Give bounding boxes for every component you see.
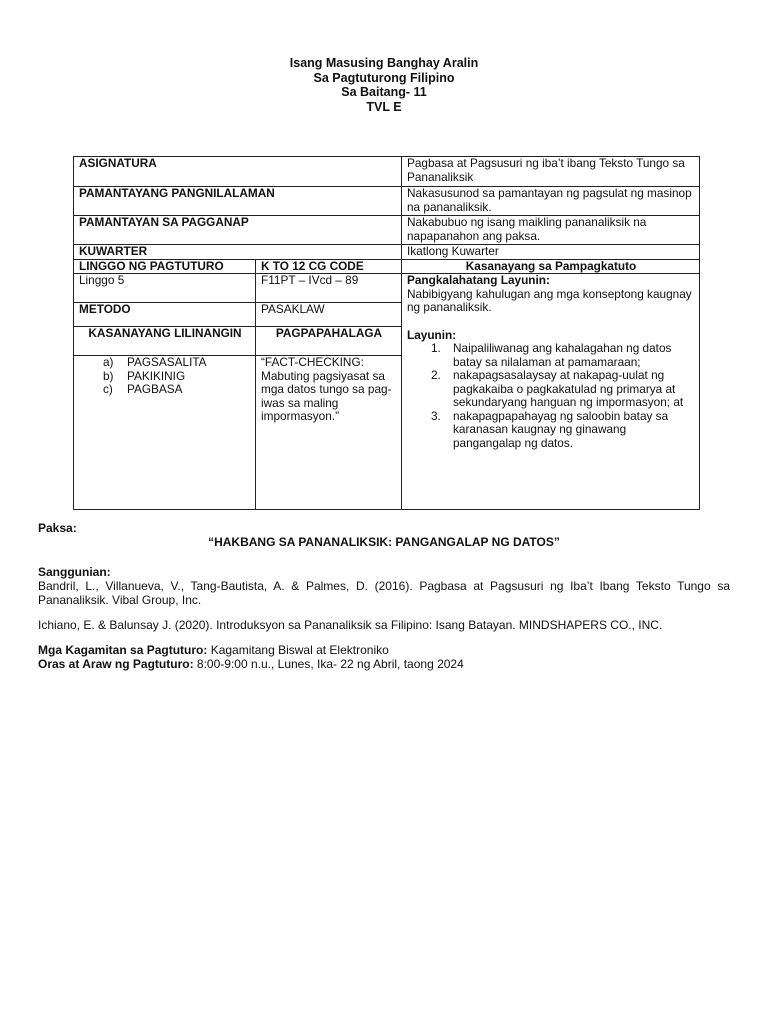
- paksa-section: [38, 521, 730, 549]
- title-line-3: Sa Baitang- 11: [341, 85, 427, 99]
- pangkalahatang-layunin-value: Nabibigyang kahulugan ang mga konseptong kaugnay ng pananaliksik.: [407, 286, 692, 314]
- list-item: 2. nakapagsasalaysay at nakapag-uulat ng pagkakaiba o pagkakatulad ng primarya at sekundaryang hanguan ng impormasyon; at: [431, 368, 684, 409]
- row-linggo-header: [74, 259, 700, 274]
- document-header: [0, 56, 768, 114]
- pangnilalaman-value: Nakasusunod sa pamantayan ng pagsulat ng masinop na pananaliksik.: [402, 187, 700, 216]
- oras-value: 8:00-9:00 n.u., Lunes, Ika- 22 ng Abril, taong 2024: [196, 657, 464, 671]
- kuwarter-label: KUWARTER: [74, 245, 402, 260]
- oras-line: [38, 657, 730, 671]
- title-line-2: Sa Pagtuturong Filipino: [313, 70, 455, 85]
- row-asignatura: [74, 157, 700, 187]
- list-item: c) PAGBASA: [103, 382, 183, 396]
- list-item: b) PAKIKINIG: [103, 368, 186, 383]
- asignatura-value: Pagbasa at Pagsusuri ng iba’t ibang Teksto Tungo sa Pananaliksik: [402, 157, 700, 187]
- pagpapahalaga-value: “FACT-CHECKING: Mabuting pagsiyasat sa mga datos tungo sa pag-iwas sa maling impormasyon.”: [256, 356, 402, 510]
- paksa-title: “HAKBANG SA PANANALIKSIK: PANGANGALAP NG DATOS”: [208, 535, 560, 549]
- kagamitan-value: Kagamitang Biswal at Elektroniko: [210, 643, 389, 657]
- pangnilalaman-label: PAMANTAYANG PANGNILALAMAN: [74, 187, 402, 216]
- kagamitan-label: Mga Kagamitan sa Pagtuturo:: [38, 643, 208, 657]
- reference-1: Bandril, L., Villanueva, V., Tang-Bautista, A. & Palmes, D. (2016). Pagbasa at Pagsusuri ng Iba’t Ibang Teksto Tungo sa Pananaliksik. Vibal Group, Inc.: [38, 579, 730, 607]
- layunin-label: Layunin:: [407, 327, 457, 342]
- objectives-cell: [402, 274, 700, 510]
- list-item: 1. Naipaliliwanag ang kahalagahan ng datos batay sa nilalaman at pamamaraan;: [431, 341, 672, 369]
- oras-label: Oras at Araw ng Pagtuturo:: [38, 657, 194, 671]
- title-line-4: TVL E: [366, 99, 402, 114]
- kasanayan-list-cell: [74, 356, 256, 510]
- pagganap-value: Nakabubuo ng isang maikling pananaliksik na napapanahon ang paksa.: [402, 216, 700, 245]
- row-linggo-values: [74, 274, 700, 303]
- pagpapahalaga-label: PAGPAPAHALAGA: [256, 327, 402, 356]
- linggo-value: Linggo 5: [74, 274, 256, 303]
- row-pangnilalaman: [74, 187, 700, 216]
- list-item: 3. nakapagpapahayag ng saloobin batay sa karanasan kaugnay ng ginawang pangangalap ng datos.: [431, 408, 669, 450]
- sanggunian-label: Sanggunian:: [38, 565, 111, 579]
- linggo-label: LINGGO NG PAGTUTURO: [74, 259, 256, 274]
- title-line-1: Isang Masusing Banghay Aralin: [289, 56, 479, 70]
- sanggunian-section: [38, 565, 730, 607]
- metodo-label: METODO: [74, 303, 256, 327]
- layunin-list: [407, 342, 695, 450]
- paksa-label: Paksa:: [38, 521, 77, 535]
- kasanayang-lilinangin-label: KASANAYANG LILINANGIN: [74, 327, 256, 356]
- kagamitan-line: [38, 643, 730, 657]
- row-pagganap: [74, 216, 700, 245]
- kasanayan-pampagkatuto-label: Kasanayang sa Pampagkatuto: [402, 259, 700, 274]
- kuwarter-value: Ikatlong Kuwarter: [402, 245, 700, 260]
- kasanayan-list: [79, 356, 251, 397]
- lesson-plan-table: [73, 156, 700, 510]
- metodo-value: PASAKLAW: [256, 303, 402, 327]
- list-item: a) PAGSASALITA: [103, 355, 207, 369]
- cgcode-label: K TO 12 CG CODE: [256, 259, 402, 274]
- row-kuwarter: [74, 245, 700, 260]
- cgcode-value: F11PT – IVcd – 89: [256, 274, 402, 303]
- reference-2: Ichiano, E. & Balunsay J. (2020). Introduksyon sa Pananaliksik sa Filipino: Isang Batayan. MINDSHAPERS CO., INC.: [38, 618, 663, 632]
- asignatura-label: ASIGNATURA: [74, 157, 402, 187]
- pagganap-label: PAMANTAYAN SA PAGGANAP: [74, 216, 402, 245]
- pangkalahatang-layunin-label: Pangkalahatang Layunin:: [407, 273, 550, 287]
